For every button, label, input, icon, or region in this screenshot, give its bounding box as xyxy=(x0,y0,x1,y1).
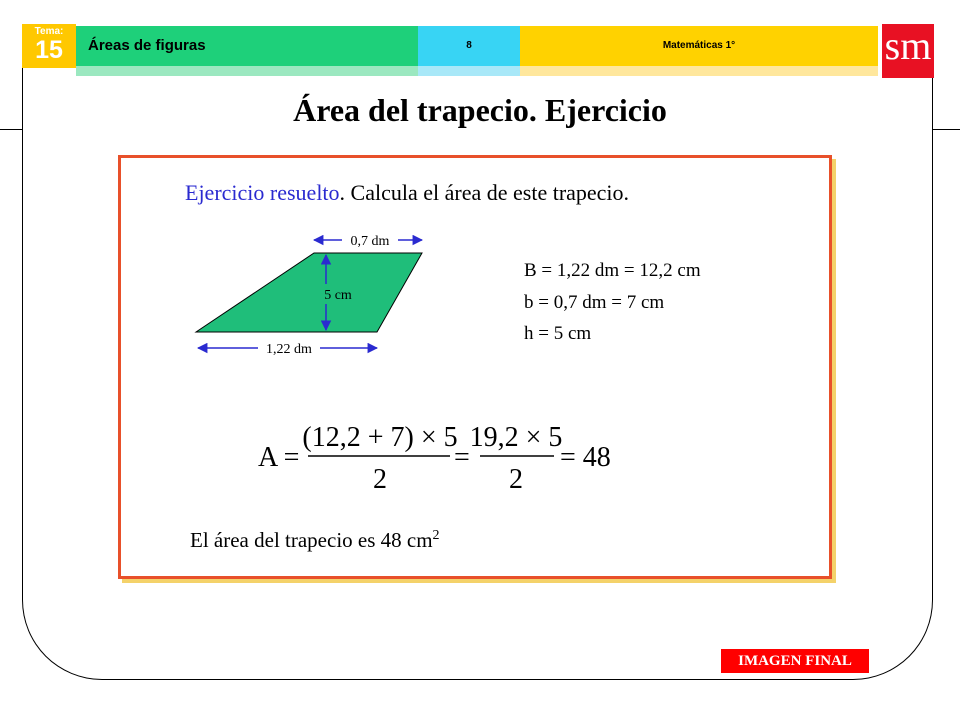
exercise-heading-highlight: Ejercicio resuelto xyxy=(185,180,340,205)
header-strip xyxy=(76,66,878,76)
data-line-height: h = 5 cm xyxy=(524,323,592,344)
sm-logo: sm xyxy=(882,24,934,78)
formula-result: = 48 xyxy=(560,442,611,473)
formula-denominator-2: 2 xyxy=(509,464,523,495)
exercise-heading-text: . Calcula el área de este trapecio. xyxy=(339,180,630,205)
formula-numerator-2: 19,2 × 5 xyxy=(469,422,563,453)
top-base-label: 0,7 dm xyxy=(350,234,390,249)
conclusion xyxy=(190,528,440,553)
formula-numerator-1: (12,2 + 7) × 5 xyxy=(302,422,458,453)
data-line-small-base: b = 0,7 dm = 7 cm xyxy=(524,292,665,313)
formula-lhs: A = xyxy=(258,442,300,473)
formula-equals: = xyxy=(454,442,470,473)
course-name: Matemáticas 1° xyxy=(520,26,878,66)
exercise-heading xyxy=(185,180,629,206)
final-image-badge: IMAGEN FINAL xyxy=(721,649,869,673)
page-number: 8 xyxy=(418,26,520,66)
exercise-box xyxy=(118,155,832,579)
divider xyxy=(0,129,22,130)
data-line-big-base: B = 1,22 dm = 12,2 cm xyxy=(524,260,701,281)
tema-number: 15 xyxy=(35,36,63,64)
trapezoid-shape xyxy=(196,253,422,332)
trapezoid-figure xyxy=(180,222,450,364)
formula-denominator-1: 2 xyxy=(373,464,387,495)
tema-label: Tema: xyxy=(34,26,64,37)
height-label: 5 cm xyxy=(324,288,352,303)
topic-badge xyxy=(22,24,76,68)
bottom-base-label: 1,22 dm xyxy=(266,342,312,357)
divider xyxy=(933,129,960,130)
page-title: Área del trapecio. Ejercicio xyxy=(293,92,667,128)
topic-title: Áreas de figuras xyxy=(76,26,418,66)
conclusion-text: El área del trapecio es 48 cm xyxy=(190,528,433,552)
conclusion-exponent: 2 xyxy=(432,528,440,543)
area-formula xyxy=(258,418,628,498)
